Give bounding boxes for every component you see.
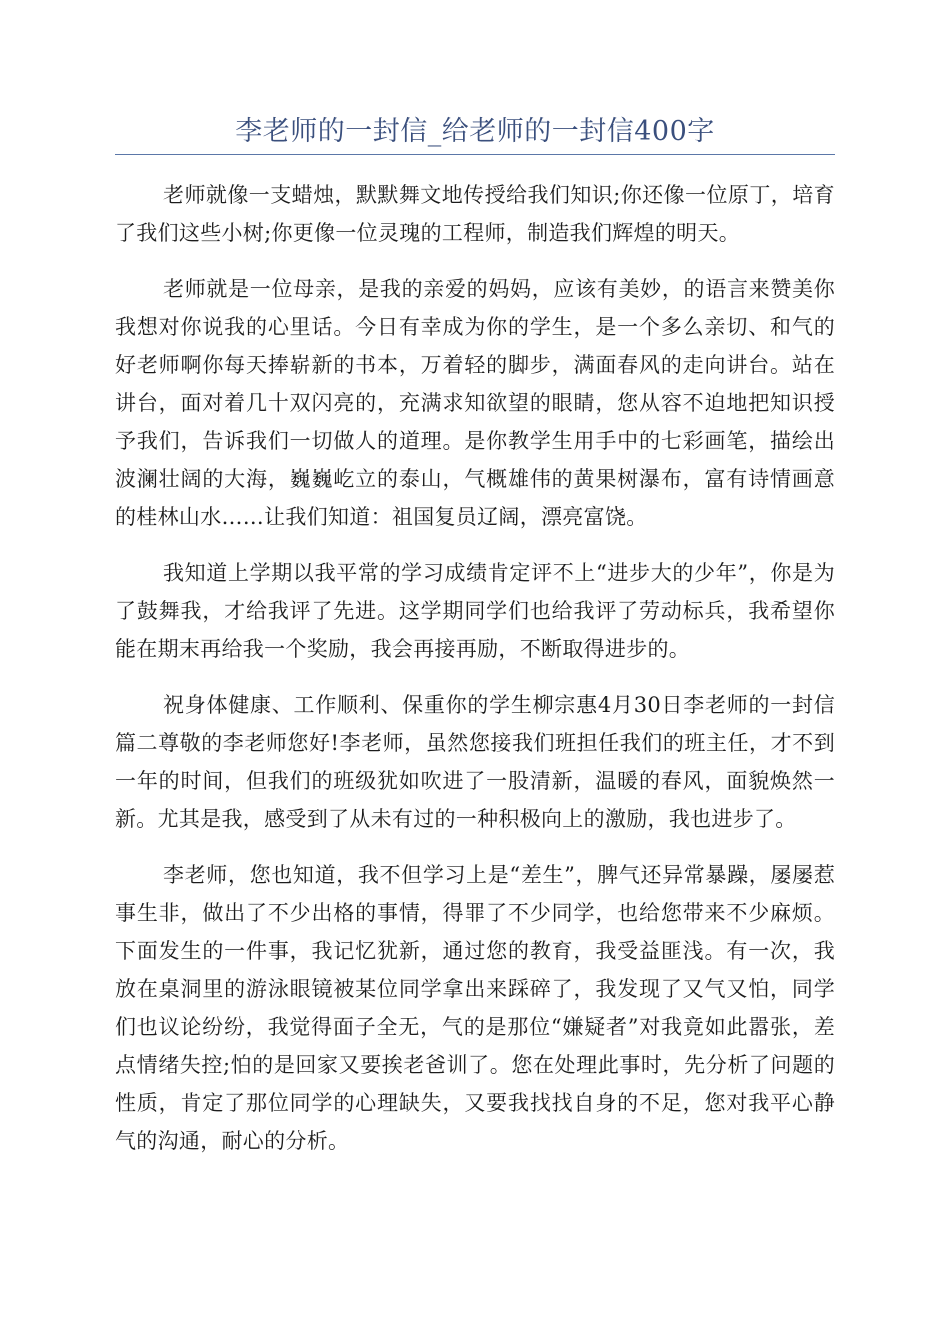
document-body: [115, 176, 835, 1178]
paragraph-3: 我知道上学期以我平常的学习成绩肯定评不上“进步大的少年”，你是为了鼓舞我，才给我评了先进。这学期同学们也给我评了劳动标兵，我希望你能在期末再给我一个奖励，我会再接再励，不断取得进步的。: [115, 561, 835, 661]
title-underline: [115, 154, 835, 155]
document-title: 李老师的一封信_给老师的一封信400字: [235, 116, 715, 147]
paragraph-4: 祝身体健康、工作顺利、保重你的学生柳宗惠4月30日李老师的一封信篇二尊敬的李老师您好!李老师，虽然您接我们班担任我们的班主任，才不到一年的时间，但我们的班级犹如吹进了一股清新，温暖的春风，面貌焕然一新。尤其是我，感受到了从未有过的一种积极向上的激励，我也进步了。: [115, 693, 835, 831]
paragraph-2: 老师就是一位母亲，是我的亲爱的妈妈，应该有美妙，的语言来赞美你我想对你说我的心里话。今日有幸成为你的学生，是一个多么亲切、和气的好老师啊你每天捧崭新的书本，万着轻的脚步，满面春风的走向讲台。站在讲台，面对着几十双闪亮的，充满求知欲望的眼睛，您从容不迫地把知识授予我们，告诉我们一切做人的道理。是你教学生用手中的七彩画笔，描绘出波澜壮阔的大海，巍巍屹立的泰山，气概雄伟的黄果树瀑布，富有诗情画意的桂林山水……让我们知道：祖国复员辽阔，漂亮富饶。: [115, 277, 835, 529]
paragraph-5: 李老师，您也知道，我不但学习上是“差生”，脾气还异常暴躁，屡屡惹事生非，做出了不少出格的事情，得罪了不少同学，也给您带来不少麻烦。下面发生的一件事，我记忆犹新，通过您的教育，我受益匪浅。有一次，我放在桌洞里的游泳眼镜被某位同学拿出来踩碎了，我发现了又气又怕，同学们也议论纷纷，我觉得面子全无，气的是那位“嫌疑者”对我竟如此嚣张，差点情绪失控;怕的是回家又要挨老爸训了。您在处理此事时，先分析了问题的性质，肯定了那位同学的心理缺失，又要我找找自身的不足，您对我平心静气的沟通，耐心的分析。: [115, 863, 835, 1153]
paragraph-1: 老师就像一支蜡烛，默默舞文地传授给我们知识;你还像一位原丁，培育了我们这些小树;你更像一位灵瑰的工程师，制造我们辉煌的明天。: [115, 183, 835, 245]
